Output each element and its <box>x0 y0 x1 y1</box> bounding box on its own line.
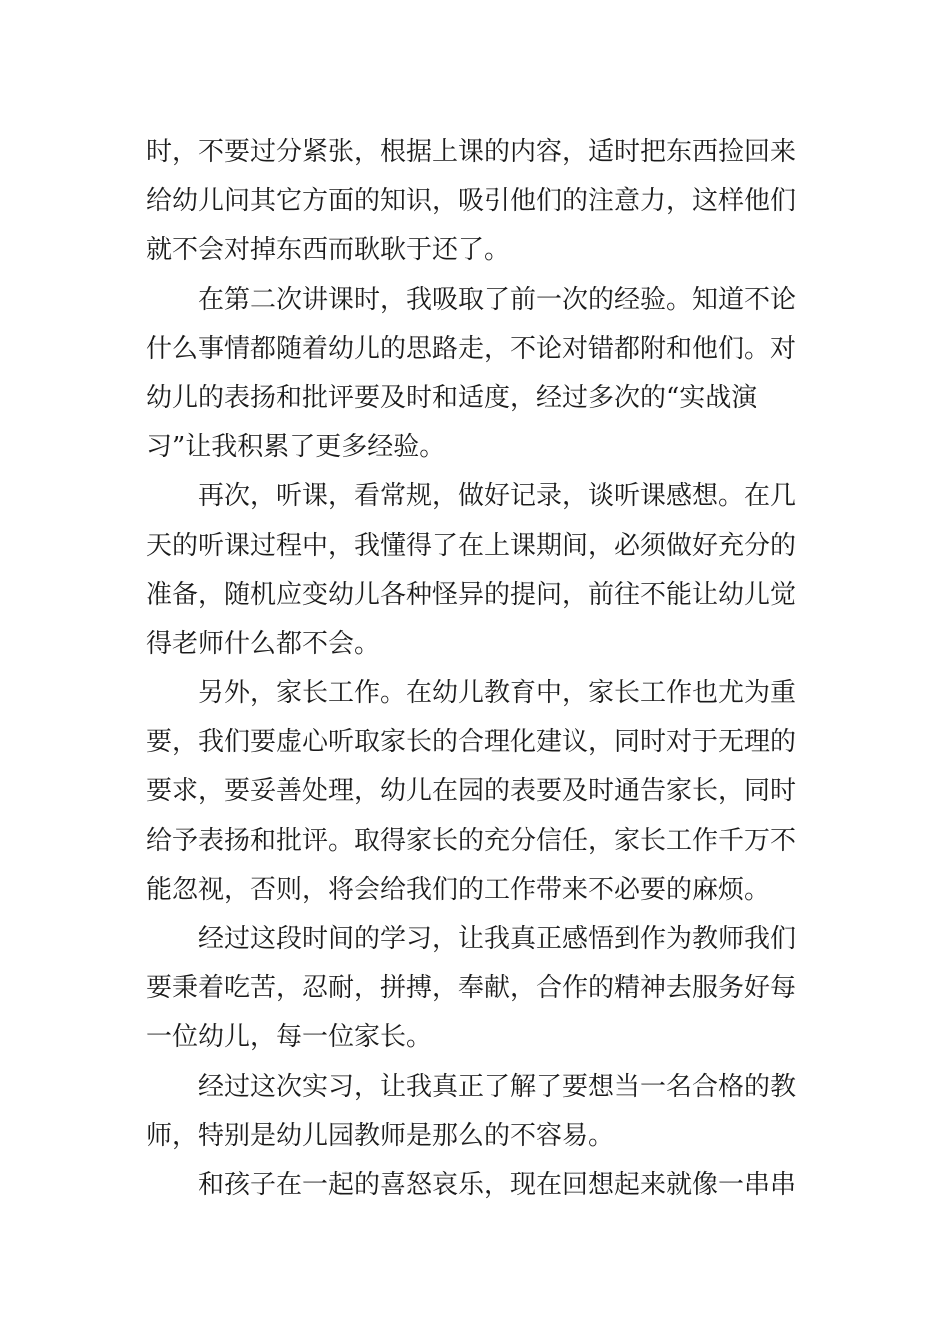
text-line: 得老师什么都不会。 <box>146 628 381 659</box>
paragraph-first-line: 经过这次实习，让我真正了解了要想当一名合格的教 <box>198 1071 797 1102</box>
text-line: 准备，随机应变幼儿各种怪异的提问，前往不能让幼儿觉 <box>146 579 797 610</box>
text-line: 天的听课过程中，我懂得了在上课期间，必须做好充分的 <box>146 530 797 561</box>
text-line: 师，特别是幼儿园教师是那么的不容易。 <box>146 1120 615 1151</box>
text-line: 就不会对掉东西而耿耿于还了。 <box>146 235 511 266</box>
text-line: 要，我们要虚心听取家长的合理化建议，同时对于无理的 <box>146 727 797 758</box>
text-line: 能忽视，否则，将会给我们的工作带来不必要的麻烦。 <box>146 874 771 905</box>
paragraph-first-line: 另外，家长工作。在幼儿教育中，家长工作也尤为重 <box>198 678 797 709</box>
body-text <box>146 128 806 1210</box>
paragraph-first-line: 再次，听课，看常规，做好记录，谈听课感想。在几 <box>198 481 797 512</box>
paragraph-first-line: 在第二次讲课时，我吸取了前一次的经验。知道不论 <box>198 284 797 315</box>
text-line: 要求，要妥善处理，幼儿在园的表要及时通告家长，同时 <box>146 776 797 807</box>
text-line: 给予表扬和批评。取得家长的充分信任，家长工作千万不 <box>146 825 797 856</box>
text-line: 给幼儿问其它方面的知识，吸引他们的注意力，这样他们 <box>146 186 797 217</box>
text-line: 要秉着吃苦，忍耐，拼搏，奉献，合作的精神去服务好每 <box>146 973 797 1004</box>
paragraph-first-line: 经过这段时间的学习，让我真正感悟到作为教师我们 <box>198 924 797 954</box>
text-line: 一位幼儿，每一位家长。 <box>146 1022 433 1053</box>
text-line: 什么事情都随着幼儿的思路走，不论对错都附和他们。对 <box>146 333 797 364</box>
text-line: 习”让我积累了更多经验。 <box>146 432 446 463</box>
text-line: 时，不要过分紧张，根据上课的内容，适时把东西捡回来 <box>146 137 797 167</box>
paragraph-first-line: 和孩子在一起的喜怒哀乐，现在回想起来就像一串串 <box>198 1169 797 1200</box>
text-line: 幼儿的表扬和批评要及时和适度，经过多次的“实战演 <box>146 382 758 413</box>
